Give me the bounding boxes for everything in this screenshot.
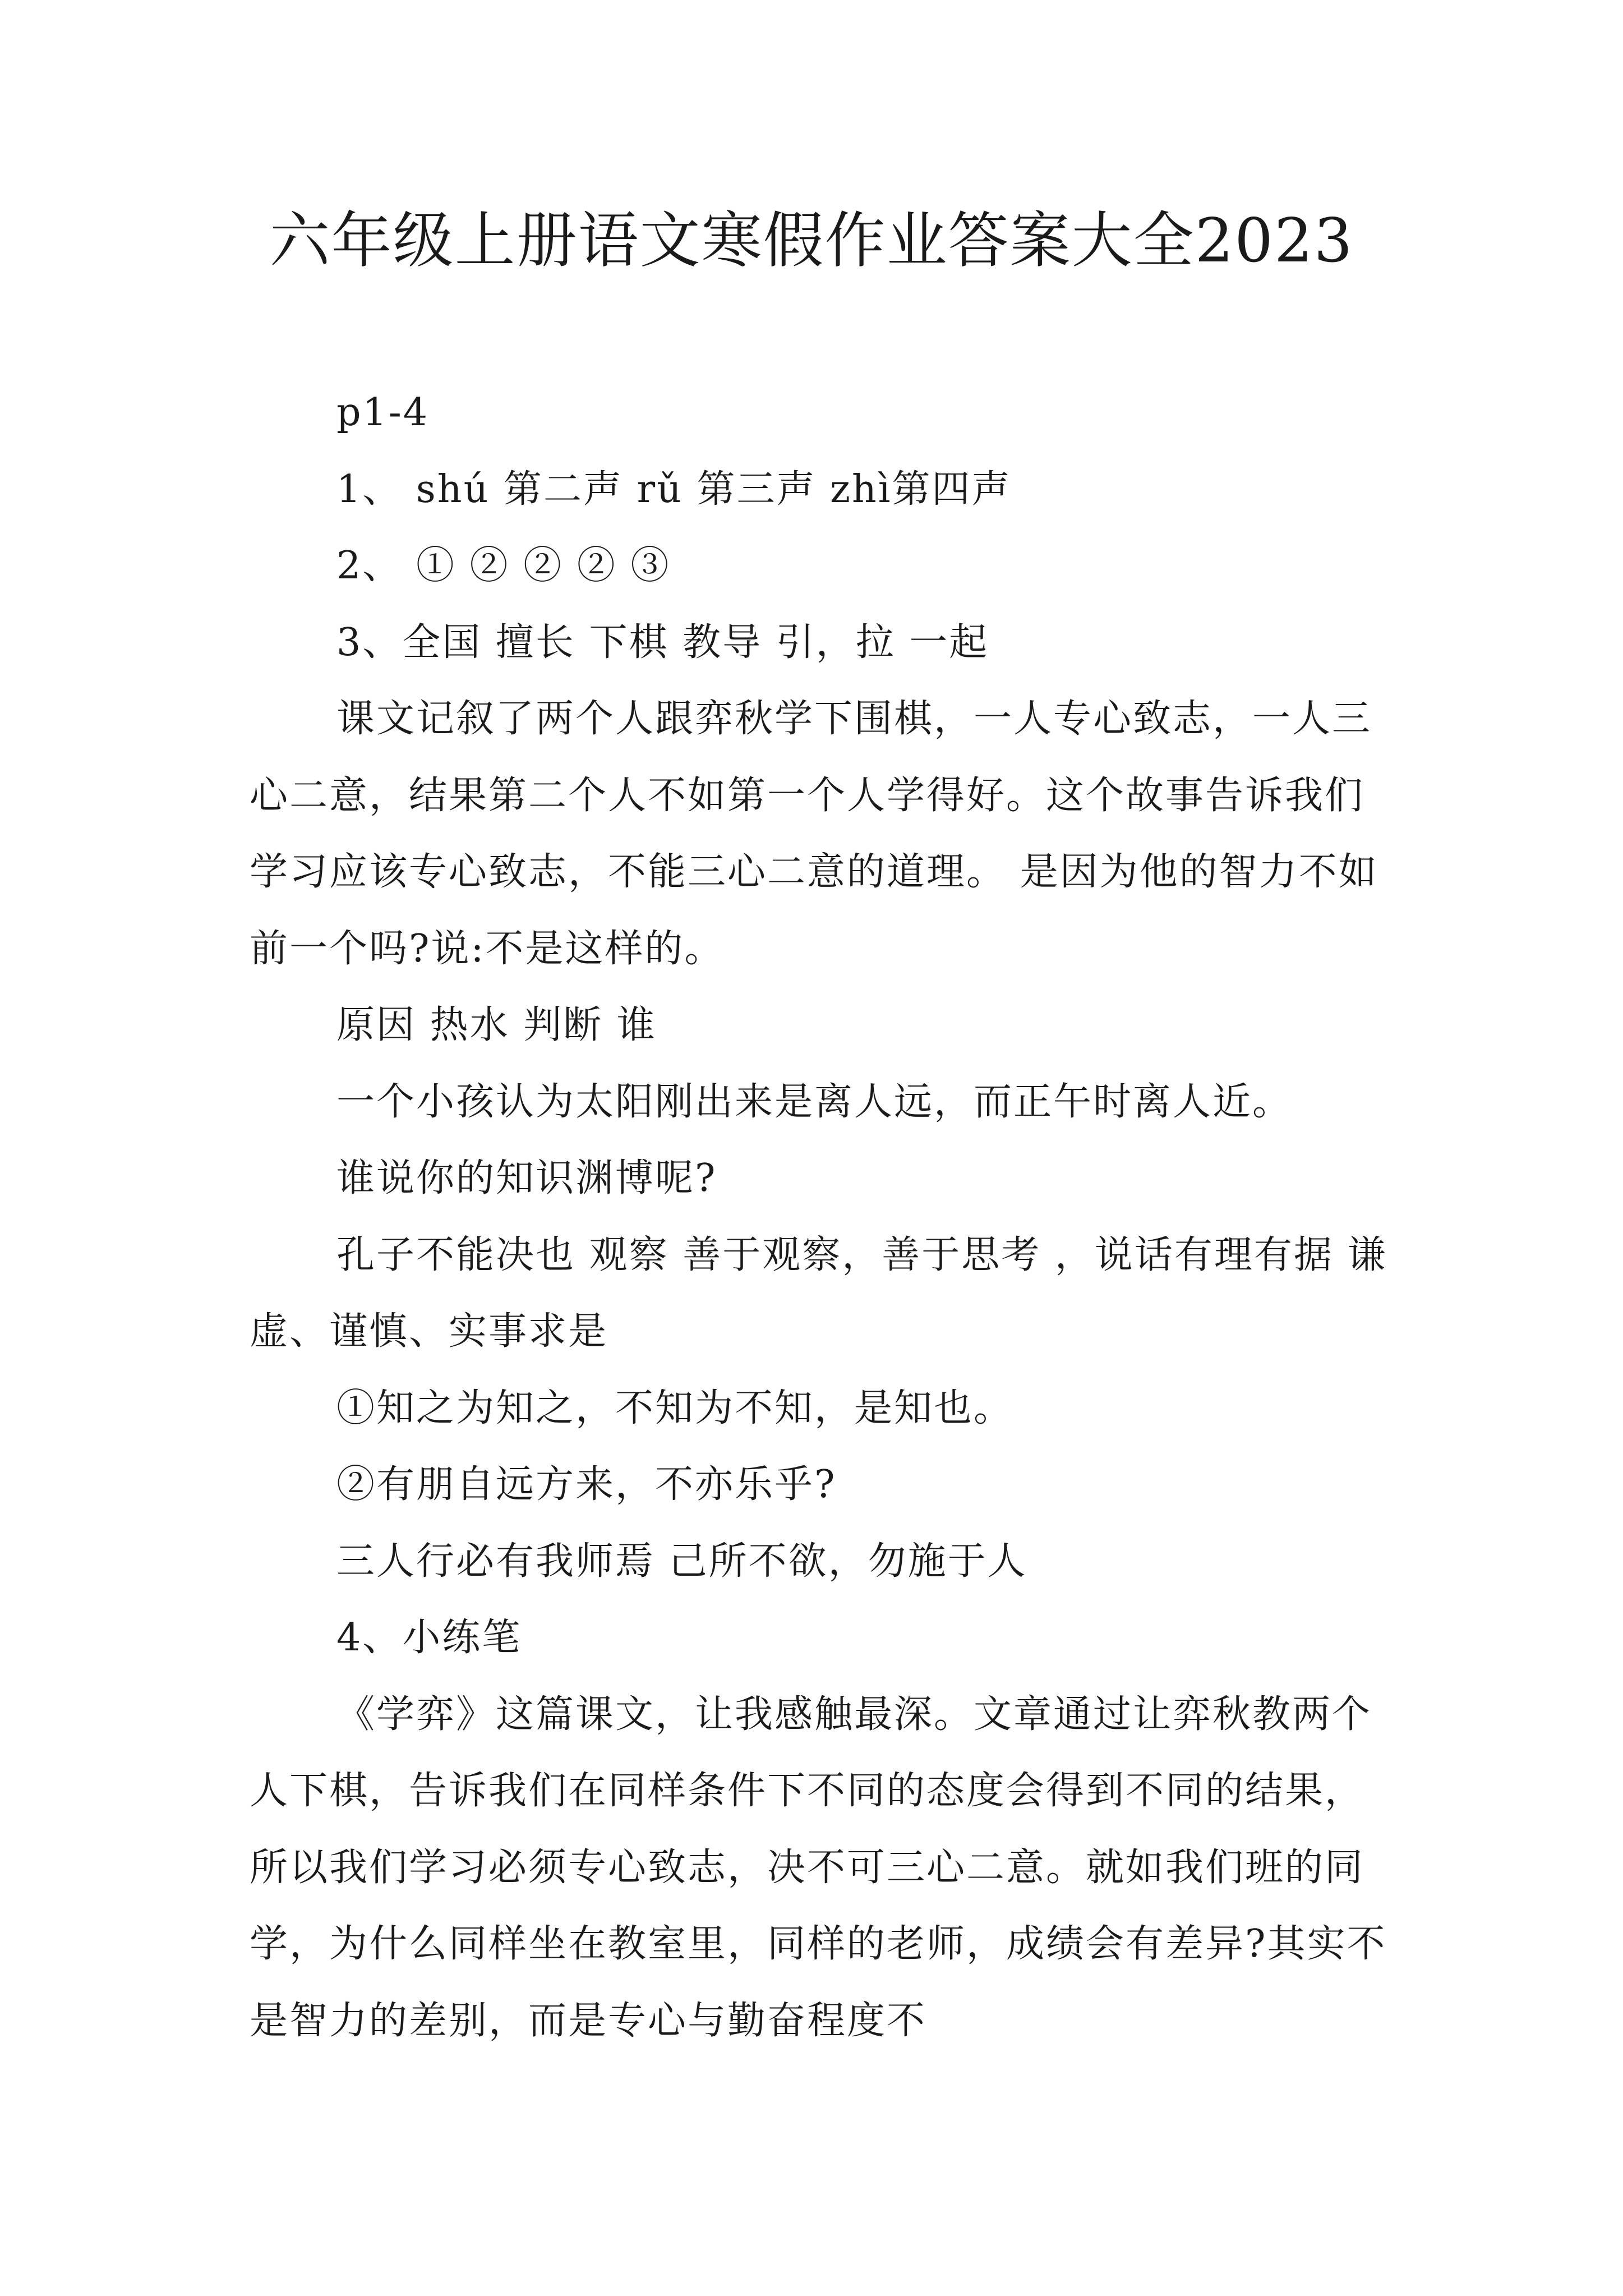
paragraph-quote-1: ①知之为知之，不知为不知，是知也。 — [336, 1386, 1014, 1430]
paragraph-quote-2: ②有朋自远方来，不亦乐乎? — [336, 1462, 837, 1507]
document-body — [250, 375, 1388, 2059]
paragraph-words: 原因 热水 判断 谁 — [336, 1003, 657, 1047]
paragraph-question: 谁说你的知识渊博呢? — [336, 1156, 717, 1200]
paragraph-section-label: p1-4 — [336, 390, 430, 435]
paragraph-answer-3: 3、全国 擅长 下棋 教导 引，拉 一起 — [336, 620, 989, 665]
paragraph-confucius: 孔子不能决也 观察 善于观察，善于思考 ，说话有理有据 谦虚、谨慎、实事求是 — [250, 1232, 1387, 1354]
paragraph-quote-3: 三人行必有我师焉 己所不欲，勿施于人 — [336, 1539, 1027, 1584]
paragraph-summary: 课文记叙了两个人跟弈秋学下围棋，一人专心致志，一人三心二意，结果第二个人不如第一个人学得好。这个故事告诉我们学习应该专心致志，不能三心二意的道理。 是因为他的智力不如前一个吗?说:不是这样的。 — [250, 697, 1378, 971]
document-title: 六年级上册语文寒假作业答案大全2023 — [269, 206, 1354, 276]
paragraph-essay: 《学弈》这篇课文，让我感触最深。文章通过让弈秋教两个人下棋，告诉我们在同样条件下不同的态度会得到不同的结果，所以我们学习必须专心致志，决不可三心二意。就如我们班的同学，为什么同样坐在教室里，同样的老师，成绩会有差异?其实不是智力的差别，而是专心与勤奋程度不 — [250, 1692, 1387, 2043]
paragraph-answer-2: 2、 ① ② ② ② ③ — [336, 544, 671, 588]
paragraph-answer-1: 1、 shú 第二声 rǔ 第三声 zhì第四声 — [336, 467, 1012, 512]
paragraph-answer-4: 4、小练笔 — [336, 1616, 522, 1660]
paragraph-sun-debate: 一个小孩认为太阳刚出来是离人远，而正午时离人近。 — [336, 1079, 1293, 1124]
